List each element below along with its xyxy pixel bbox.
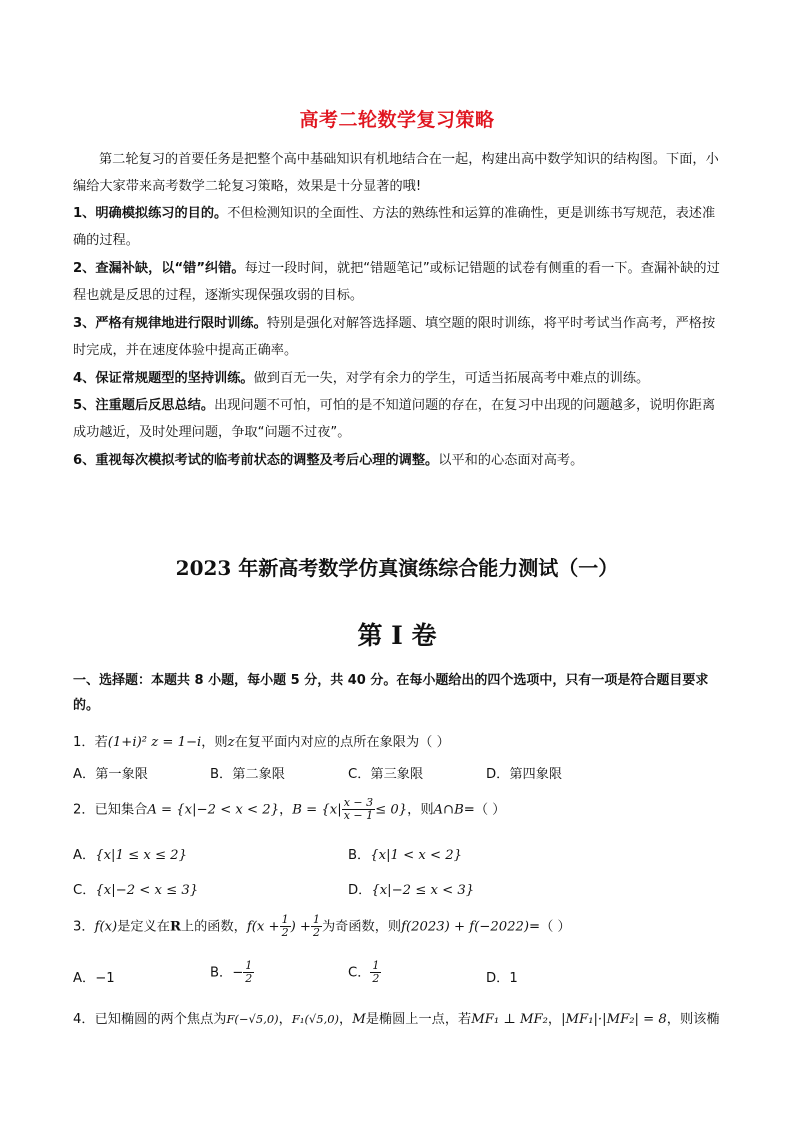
option-letter: B．−: [210, 965, 244, 981]
math-expression: f(x): [94, 919, 118, 935]
q1-option-a: A．第一象限: [73, 767, 148, 782]
separator: ，: [279, 802, 293, 818]
math-expression: f(x +: [246, 919, 280, 935]
math-expression: A∩B: [433, 802, 464, 818]
section-instructions: 一、选择题：本题共 8 小题，每小题 5 分，共 40 分。在每小题给出的四个选项中，只有一项是符合题目要求的。: [73, 673, 709, 713]
fraction-numerator: 1: [372, 959, 380, 972]
question-text: ，则: [201, 735, 228, 750]
fraction-denominator: 2: [372, 972, 380, 985]
question-text: 4．已知椭圆的两个焦点为: [73, 1012, 227, 1027]
option-letter: C．: [348, 965, 371, 981]
q3-option-a: A．−1: [73, 971, 115, 986]
fraction-numerator: 1: [245, 959, 253, 972]
strategy-item-text: 每过一段时间，就把“错题笔记”或标记错题的试卷有侧重的看一下。查漏补缺的过程也就是反思的过程，逐渐实现保强攻弱的目标。: [73, 261, 720, 303]
math-expression: ) +: [290, 919, 311, 935]
question-text: =（ ）: [529, 919, 571, 935]
option-letter: D．: [348, 883, 372, 898]
strategy-item-title: 5、注重题后反思总结。: [73, 398, 215, 413]
math-expression: B = {x|: [292, 802, 342, 818]
q2-option-b: [348, 844, 462, 863]
question-text: 是定义在: [117, 919, 170, 935]
fraction-denominator: 2: [245, 972, 253, 985]
intro-paragraph: 第二轮复习的首要任务是把整个高中基础知识有机地结合在一起，构建出高中数学知识的结构图。下面，小编给大家带来高考数学二轮复习策略，效果是十分显著的哦!: [73, 152, 719, 194]
option-letter: B．: [348, 848, 371, 863]
q2-option-c: [73, 879, 198, 898]
q3-option-d: D．1: [486, 971, 518, 986]
strategy-item-5: [73, 392, 723, 446]
strategy-item-title: 3、严格有规律地进行限时训练。: [73, 316, 267, 331]
q1-option-c: C．第三象限: [348, 767, 424, 782]
separator: ，: [278, 1012, 292, 1027]
q1-option-b: B．第二象限: [210, 767, 285, 782]
strategy-item-6: [73, 447, 723, 474]
fraction-numerator: 1: [312, 913, 320, 926]
math-fraction: [280, 914, 291, 939]
fraction-denominator: x − 1: [343, 809, 374, 822]
math-variable: M: [352, 1012, 366, 1027]
math-expression: {x|1 < x < 2}: [370, 848, 462, 863]
fraction-numerator: 1: [281, 913, 289, 926]
question-text: 是椭圆上一点，若: [365, 1012, 472, 1027]
math-set-R: R: [169, 919, 181, 935]
question-2: [73, 797, 505, 822]
strategy-item-title: 2、查漏补缺，以“错”纠错。: [73, 261, 245, 276]
strategy-item-2: [73, 255, 723, 309]
q2-option-d: [348, 879, 474, 898]
strategy-item-text: 出现问题不可怕，可怕的是不知道问题的存在，在复习中出现的问题越多，说明你距离成功越近，及时处理问题，争取“问题不过夜”。: [73, 398, 716, 440]
math-fraction: [370, 960, 381, 985]
question-text: 在复平面内对应的点所在象限为（ ）: [234, 735, 450, 750]
question-text: 上的函数，: [180, 919, 247, 935]
strategy-item-text: 不但检测知识的全面性、方法的熟练性和运算的准确性，更是训练书写规范，表述准确的过程。: [73, 206, 716, 248]
strategy-item-text: 特别是强化对解答选择题、填空题的限时训练，将平时考试当作高考，严格按时完成，并在速度体验中提高正确率。: [73, 316, 716, 358]
q3-option-b: [210, 960, 254, 985]
math-expression: {x|−2 < x ≤ 3}: [95, 883, 199, 898]
math-expression: F₁(√5,0): [291, 1012, 340, 1026]
volume-title: 第 I 卷: [357, 621, 437, 650]
question-4: [73, 1008, 720, 1027]
fraction-denominator: 2: [281, 926, 289, 939]
question-1: [73, 731, 450, 750]
exam-title: 2023 年新高考数学仿真演练综合能力测试（一）: [175, 556, 619, 580]
question-text: 2．已知集合: [73, 802, 148, 818]
strategy-item-text: 做到百无一失，对学有余力的学生，可适当拓展高考中难点的训练。: [253, 371, 650, 386]
q2-option-a: [73, 844, 187, 863]
math-expression: F(−√5,0): [226, 1012, 279, 1026]
question-text: ，则该椭: [666, 1012, 720, 1027]
fraction-numerator: x − 3: [343, 796, 374, 809]
math-expression: MF₁ ⊥ MF₂: [471, 1012, 548, 1027]
math-expression: {x|−2 ≤ x < 3}: [371, 883, 475, 898]
math-expression: {x|1 ≤ x ≤ 2}: [95, 848, 187, 863]
question-text: =（ ）: [463, 802, 506, 818]
strategy-item-title: 4、保证常规题型的坚持训练。: [73, 371, 254, 386]
math-expression: f(2023) + f(−2022): [401, 919, 530, 935]
question-text: 3．: [73, 919, 95, 935]
math-fraction: [311, 914, 322, 939]
question-3: [73, 914, 571, 939]
math-expression: A = {x|−2 < x < 2}: [147, 802, 280, 818]
q3-option-c: [348, 960, 381, 985]
math-expression: (1+i)² z = 1−i: [107, 735, 202, 750]
strategy-item-1: [73, 200, 723, 254]
question-text: 为奇函数，则: [321, 919, 402, 935]
strategy-item-title: 6、重视每次模拟考试的临考前状态的调整及考后心理的调整。: [73, 453, 439, 468]
math-expression: |MF₁|·|MF₂| = 8: [561, 1012, 667, 1027]
question-text: ，则: [407, 802, 434, 818]
question-text: 1．若: [73, 735, 108, 750]
fraction-denominator: 2: [312, 926, 320, 939]
separator: ，: [547, 1012, 562, 1027]
option-letter: A．: [73, 848, 96, 863]
strategy-title: 高考二轮数学复习策略: [299, 109, 495, 131]
separator: ，: [339, 1012, 353, 1027]
strategy-item-4: [73, 365, 723, 392]
math-variable: z: [227, 735, 235, 750]
strategy-item-3: [73, 310, 723, 364]
q1-option-d: D．第四象限: [486, 767, 563, 782]
strategy-item-text: 以平和的心态面对高考。: [438, 453, 584, 468]
strategy-item-title: 1、明确模拟练习的目的。: [73, 206, 228, 221]
math-fraction: [342, 797, 375, 822]
math-fraction: [243, 960, 254, 985]
option-letter: C．: [73, 883, 96, 898]
math-expression: ≤ 0}: [375, 802, 408, 818]
